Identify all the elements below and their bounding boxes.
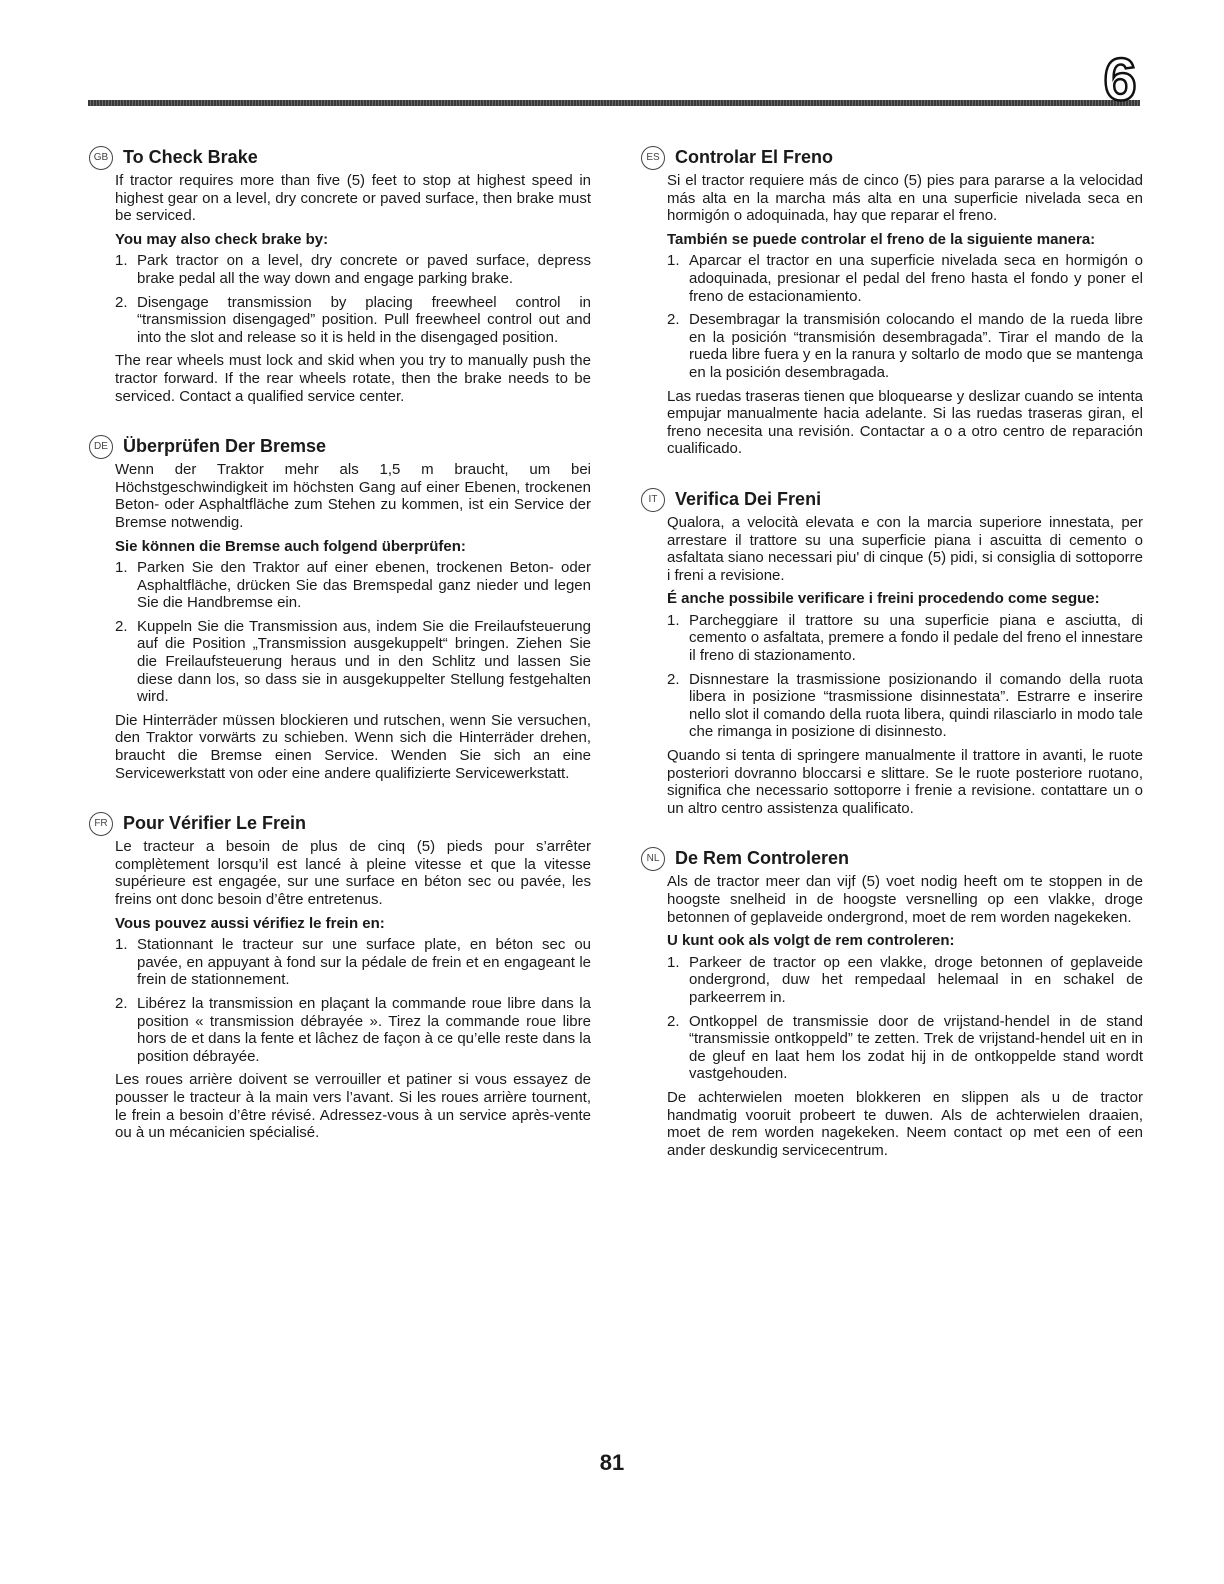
step-number: 1. [115, 252, 128, 270]
step-number: 2. [667, 670, 680, 688]
section-closing: Die Hinterräder müssen blockieren und rutschen, wenn Sie versuchen, den Traktor vorwärts zu schieben. Wenn sich die Hinterräder drehen, braucht die Bremse einen Service. Wenden Sie sich an eine Servicewerkstatt von oder eine andere qualifizierte Servicewerkstatt. [115, 711, 591, 782]
step-number: 2. [115, 617, 128, 635]
section-title: De Rem Controleren [675, 848, 850, 869]
language-badge-gb: GB [89, 146, 113, 170]
step-text: Ontkoppel de transmissie door de vrijstand-hendel in de stand “transmissie ontkoppeld” te zetten. Trek de vrijstand-hendel uit en in de gleuf en laat hem los zodat hij in de ontkoppelde stand wordt vastgehouden. [689, 1012, 1143, 1083]
section-it [648, 488, 1143, 818]
step-text: Desembragar la transmisión colocando el mando de la rueda libre en la posición “transmisión desembragada”. Tirar el mando de la rueda libre fuera y en la ranura y soltarlo de modo que se mantenga en la posición desembragada. [689, 311, 1143, 381]
step-number: 2. [115, 994, 128, 1012]
list-item [667, 252, 1143, 305]
section-intro: Le tracteur a besoin de plus de cinq (5) pieds pour s’arrêter complètement lorsqu’il est lancé à pleine vitesse et que la vitesse supérieure est engagée, sur une surface en béton sec ou pavée, les freins ont donc besoin d’être entretenus. [115, 838, 591, 908]
step-text: Libérez la transmission en plaçant la commande roue libre dans la position « transmission débrayée ». Tirez la commande roue libre hors de et dans la fente et lâchez de façon à ce qu’elle reste dans la position débrayée. [137, 994, 591, 1065]
list-item [667, 954, 1143, 1007]
step-number: 1. [667, 953, 680, 971]
list-item [667, 1013, 1143, 1083]
section-fr [94, 812, 591, 1142]
left-column [93, 146, 591, 1142]
section-title: Controlar El Freno [675, 147, 834, 167]
section-intro: Qualora, a velocità elevata e con la marcia superiore innestata, per arrestare il trattore su una superficie piana i ascuitta di cemento o asfaltata siano necessari piu' di cinque (5) pidi, si consiglia di sottoporre i freni a revisione. [667, 513, 1143, 584]
section-title: Pour Vérifier Le Frein [123, 813, 307, 834]
step-text: Stationnant le tracteur sur une surface plate, en béton sec ou pavée, en appuyant à fond sur la pédale de frein et en engageant le frein de stationnement. [137, 936, 591, 989]
section-subtitle: Vous pouvez aussi vérifiez le frein en: [115, 914, 385, 932]
steps-list [667, 612, 1143, 741]
step-text: Disnnestare la trasmissione posizionando il comando della ruota libera in posizione “trasmissione disinnestata”. Estrarre e inserire nello slot il comando della ruota libera, quindi rilasciarlo in modo tale che rimanga in posizione di disinnesto. [689, 670, 1143, 741]
steps-list [115, 936, 591, 1065]
section-subtitle: É anche possibile verificare i freini procedendo come segue: [667, 590, 1100, 608]
step-number: 1. [115, 936, 128, 954]
section-closing: Les roues arrière doivent se verrouiller et patiner si vous essayez de pousser le tracteur à la main vers l’avant. Si les roues arrière tournent, le frein a besoin d’être révisé. Adressez-vous à un service après-vente ou à un mécanicien spécialisé. [115, 1071, 591, 1142]
section-closing: Quando si tenta di springere manualmente il trattore in avanti, le ruote posteriori dovranno bloccarsi e slittare. Se le ruote posteriore ruotano, significa che necessario sottoporre i frenie a revisione. contattare un o un altro centro assistenza qualificato. [667, 747, 1143, 817]
section-nl [646, 847, 1143, 1159]
list-item [115, 252, 591, 287]
step-text: Parkeer de tractor op een vlakke, droge betonnen of geplaveide ondergrond, duw het rempedaal helemaal in en schakel de parkeerrem in. [689, 953, 1143, 1006]
section-intro: Als de tractor meer dan vijf (5) voet nodig heeft om te stoppen in de hoogste snelheid in de hoogste versnelling op een vlakke, droge betonnen of geplaveide ondergrond, moet de rem worden nagekeken. [667, 873, 1143, 926]
list-item [115, 936, 591, 989]
section-title: Verifica Dei Freni [675, 488, 822, 509]
step-number: 1. [667, 611, 680, 629]
section-closing: Las ruedas traseras tienen que bloquearse y deslizar cuando se intenta empujar manualmente hacia adelante. Si las ruedas traseras giran, el freno necesita una revisión. Contactar a o a otro centro de reparación cualificado. [667, 387, 1143, 458]
step-number: 1. [667, 252, 680, 270]
step-number: 2. [667, 1012, 680, 1030]
section-subtitle: Sie können die Bremse auch folgend überprüfen: [115, 537, 466, 555]
section-subtitle: También se puede controlar el freno de la siguiente manera: [667, 230, 1096, 248]
list-item [115, 618, 591, 706]
step-text: Parken Sie den Traktor auf einer ebenen, trockenen Beton- oder Asphaltfläche, drücken Sie das Bremspedal ganz nieder und legen Sie die Handbremse ein. [137, 559, 591, 612]
steps-list [667, 252, 1143, 381]
chapter-number: 6 [1103, 46, 1137, 113]
steps-list [115, 559, 591, 706]
list-item [115, 294, 591, 347]
step-text: Parcheggiare il trattore su una superficie piana e asciutta, di cemento o asfaltata, premere a fondo il pedale del freno el innestare il freno di stazionamento. [689, 611, 1143, 665]
section-closing: De achterwielen moeten blokkeren en slippen als u de tractor handmatig vooruit probeert te duwen. Als de achterwielen draaien, moet de rem worden nagekeken. Neem contact op met een of een ander deskundig servicecentrum. [667, 1088, 1143, 1159]
section-gb [93, 146, 591, 405]
section-subtitle: You may also check brake by: [115, 230, 329, 248]
steps-list [667, 954, 1143, 1083]
step-text: Disengage transmission by placing freewheel control in “transmission disengaged” position. Pull freewheel control out and into the slot and release so it is held in the disengaged position. [137, 293, 591, 346]
right-column [646, 146, 1143, 1159]
step-text: Kuppeln Sie die Transmission aus, indem Sie die Freilaufsteuerung auf die Position „Transmission ausgekuppelt“ bringen. Ziehen Sie die Freilaufsteuerung heraus und in den Schlitz und lassen Sie diese dann los, so dass sie in ausgekuppelter Stellung festgehalten wird. [137, 617, 591, 706]
section-closing: The rear wheels must lock and skid when you try to manually push the tractor forward. If the rear wheels rotate, then the brake needs to be serviced. Contact a qualified service center. [115, 352, 591, 405]
list-item [115, 559, 591, 612]
steps-list [115, 252, 591, 346]
step-number: 1. [115, 559, 128, 577]
step-number: 2. [115, 293, 128, 311]
language-badge-it: IT [641, 488, 665, 512]
language-badge-fr: FR [89, 812, 113, 836]
step-text: Park tractor on a level, dry concrete or paved surface, depress brake pedal all the way down and engage parking brake. [137, 252, 591, 287]
step-number: 2. [667, 311, 680, 329]
page-number: 81 [599, 1450, 625, 1475]
section-subtitle: U kunt ook als volgt de rem controleren: [667, 932, 955, 950]
header-rule [88, 100, 1140, 106]
section-intro: Si el tractor requiere más de cinco (5) pies para pararse a la velocidad más alta en la marcha más alta en una superficie nivelada seca en hormigón o adoquinada, hay que reparar el freno. [667, 172, 1143, 225]
section-intro: Wenn der Traktor mehr als 1,5 m braucht, um bei Höchstgeschwindigkeit im höchsten Gang auf einer Ebenen, trockenen Beton- oder Asphaltfläche zum Stehen zu kommen, ist ein Service der Bremse notwendig. [115, 461, 591, 531]
section-title: Überprüfen Der Bremse [123, 436, 327, 457]
section-de [94, 435, 591, 782]
step-text: Aparcar el tractor en una superficie nivelada seca en hormigón o adoquinada, presionar el pedal del freno hasta el fondo y poner el freno de estacionamiento. [689, 252, 1143, 305]
section-title: To Check Brake [123, 147, 258, 167]
list-item [667, 612, 1143, 665]
list-item [667, 311, 1143, 381]
list-item [667, 671, 1143, 741]
list-item [115, 995, 591, 1065]
language-badge-de: DE [89, 435, 113, 459]
section-intro: If tractor requires more than five (5) feet to stop at highest speed in highest gear on a level, dry concrete or paved surface, then brake must be serviced. [115, 172, 591, 225]
language-badge-nl: NL [641, 847, 665, 871]
section-es [646, 146, 1143, 458]
language-badge-es: ES [641, 146, 665, 170]
